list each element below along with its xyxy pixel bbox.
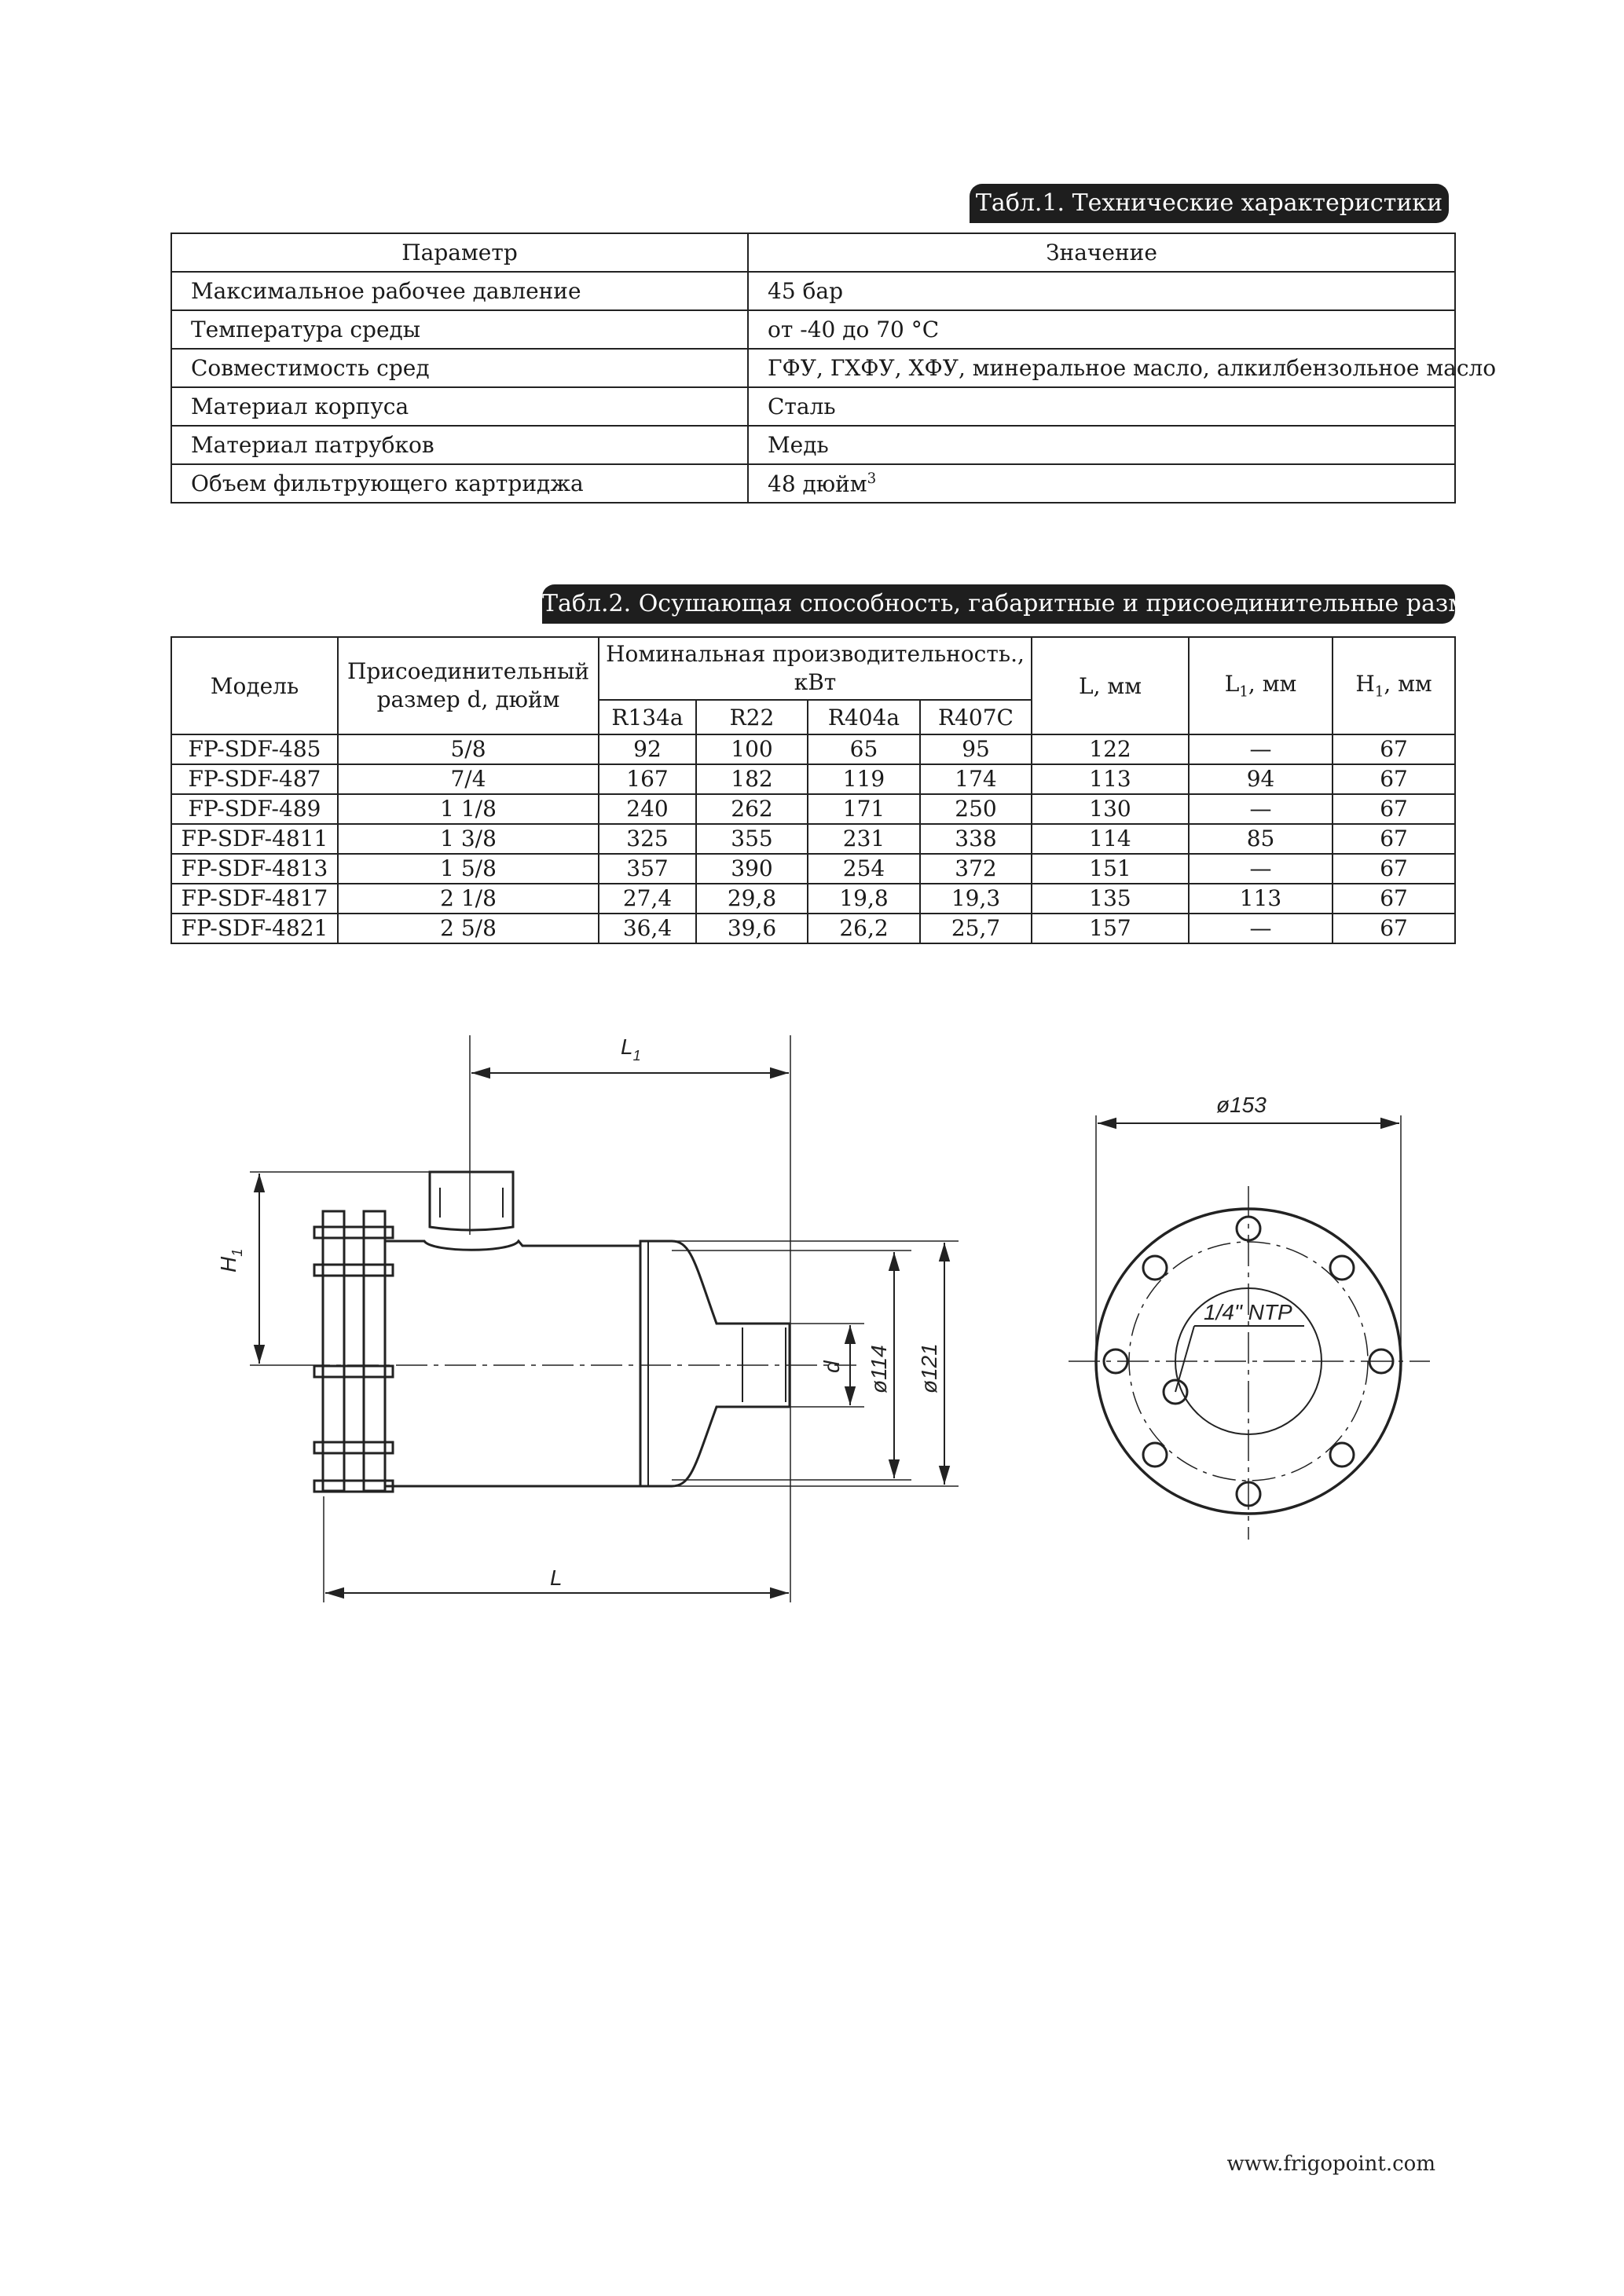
table-row	[171, 794, 1455, 824]
header-length1-main: L	[1224, 671, 1240, 698]
label-d: d	[819, 1360, 844, 1373]
model-cell: FP-SDF-487	[171, 764, 338, 794]
r134a-cell: 36,4	[599, 914, 696, 943]
filter-end-cap	[640, 1241, 790, 1486]
header-length1-unit: , мм	[1248, 671, 1297, 698]
label-ntp: 1/4" NTP	[1204, 1300, 1292, 1324]
header-performance	[599, 637, 1032, 700]
header-length: L, мм	[1032, 637, 1189, 734]
value-cell: 45 бар	[748, 272, 1455, 310]
r407c-cell: 19,3	[920, 884, 1032, 914]
r134a-cell: 27,4	[599, 884, 696, 914]
r404a-cell: 231	[808, 824, 920, 854]
table-header-row	[171, 233, 1455, 272]
r22-cell: 100	[696, 734, 808, 764]
r404a-cell: 254	[808, 854, 920, 884]
param-cell: Температура среды	[171, 310, 748, 349]
r407c-cell: 25,7	[920, 914, 1032, 943]
param-cell: Материал корпуса	[171, 387, 748, 426]
value-cell: ГФУ, ГХФУ, ХФУ, минеральное масло, алкилбензольное масло	[748, 349, 1455, 387]
r22-cell: 262	[696, 794, 808, 824]
label-l1: $L_1$	[621, 1034, 641, 1064]
r22-cell: 29,8	[696, 884, 808, 914]
r407c-cell: 95	[920, 734, 1032, 764]
connection-cell: 1 5/8	[338, 854, 599, 884]
length1-cell: 94	[1189, 764, 1333, 794]
height1-cell: 67	[1333, 884, 1455, 914]
r134a-cell: 92	[599, 734, 696, 764]
r404a-cell: 171	[808, 794, 920, 824]
flange-plate	[323, 1211, 344, 1491]
connection-cell: 1 3/8	[338, 824, 599, 854]
height1-cell: 67	[1333, 794, 1455, 824]
height1-cell: 67	[1333, 764, 1455, 794]
connection-cell: 2 1/8	[338, 884, 599, 914]
table-row	[171, 854, 1455, 884]
table-row	[171, 764, 1455, 794]
r134a-cell: 167	[599, 764, 696, 794]
value-cell: от -40 до 70 °C	[748, 310, 1455, 349]
value-text: 48 дюйм	[768, 471, 867, 497]
length-cell: 114	[1032, 824, 1189, 854]
header-length1	[1189, 637, 1333, 734]
header-height1	[1333, 637, 1455, 734]
table-row	[171, 272, 1455, 310]
model-cell: FP-SDF-485	[171, 734, 338, 764]
label-d114: ø114	[867, 1345, 891, 1393]
header-parameter: Параметр	[171, 233, 748, 272]
connection-cell: 7/4	[338, 764, 599, 794]
value-superscript: 3	[867, 470, 877, 487]
flange-plate	[364, 1211, 385, 1491]
r407c-cell: 338	[920, 824, 1032, 854]
length-cell: 122	[1032, 734, 1189, 764]
table-row	[171, 914, 1455, 943]
model-cell: FP-SDF-4821	[171, 914, 338, 943]
filter-body	[385, 1241, 640, 1486]
length-cell: 113	[1032, 764, 1189, 794]
header-value: Значение	[748, 233, 1455, 272]
connection-cell: 5/8	[338, 734, 599, 764]
height1-cell: 67	[1333, 734, 1455, 764]
flange-bolts	[314, 1227, 393, 1492]
table-row	[171, 387, 1455, 426]
param-cell: Материал патрубков	[171, 426, 748, 464]
length-cell: 157	[1032, 914, 1189, 943]
header-r404a: R404a	[808, 700, 920, 734]
value-cell: Сталь	[748, 387, 1455, 426]
r22-cell: 390	[696, 854, 808, 884]
table-row	[171, 426, 1455, 464]
label-d121: ø121	[917, 1343, 941, 1393]
header-height1-unit: , мм	[1384, 671, 1432, 698]
label-h1: $H_1$	[216, 1248, 245, 1273]
header-performance-line1: Номинальная производительность.,	[606, 641, 1025, 667]
r134a-cell: 357	[599, 854, 696, 884]
table2-caption: Табл.2. Осушающая способность, габаритные и присоединительные размеры	[542, 584, 1455, 624]
r407c-cell: 250	[920, 794, 1032, 824]
r404a-cell: 19,8	[808, 884, 920, 914]
connection-cell: 2 5/8	[338, 914, 599, 943]
header-connection	[338, 637, 599, 734]
height1-cell: 67	[1333, 824, 1455, 854]
r134a-cell: 325	[599, 824, 696, 854]
length-cell: 135	[1032, 884, 1189, 914]
table1-caption: Табл.1. Технические характеристики	[970, 184, 1449, 223]
r404a-cell: 119	[808, 764, 920, 794]
length1-cell: 113	[1189, 884, 1333, 914]
r404a-cell: 65	[808, 734, 920, 764]
header-height1-main: H	[1355, 671, 1375, 698]
model-cell: FP-SDF-489	[171, 794, 338, 824]
label-l: L	[550, 1565, 563, 1590]
specs-table	[170, 233, 1497, 504]
r22-cell: 182	[696, 764, 808, 794]
height1-cell: 67	[1333, 854, 1455, 884]
table-row	[171, 884, 1455, 914]
header-performance-line2: кВт	[794, 669, 837, 695]
value-cell	[748, 464, 1455, 503]
header-connection-line1: Присоединительный	[346, 658, 590, 684]
length1-cell: —	[1189, 914, 1333, 943]
r134a-cell: 240	[599, 794, 696, 824]
r407c-cell: 174	[920, 764, 1032, 794]
length1-cell: —	[1189, 794, 1333, 824]
height1-cell: 67	[1333, 914, 1455, 943]
models-table-body	[171, 734, 1455, 943]
header-r407c: R407C	[920, 700, 1032, 734]
header-r22: R22	[696, 700, 808, 734]
model-cell: FP-SDF-4813	[171, 854, 338, 884]
table-row	[171, 464, 1455, 503]
length1-cell: 85	[1189, 824, 1333, 854]
header-model: Модель	[171, 637, 338, 734]
label-d153: ø153	[1216, 1093, 1267, 1117]
footer-url: www.frigopoint.com	[1226, 2152, 1435, 2176]
table-header-row	[171, 637, 1455, 700]
filter-drawing	[0, 1005, 1624, 1634]
header-length1-sub: 1	[1239, 683, 1248, 701]
table-row	[171, 310, 1455, 349]
length-cell: 151	[1032, 854, 1189, 884]
r404a-cell: 26,2	[808, 914, 920, 943]
r407c-cell: 372	[920, 854, 1032, 884]
r22-cell: 355	[696, 824, 808, 854]
upper-port	[430, 1172, 513, 1230]
length1-cell: —	[1189, 854, 1333, 884]
model-cell: FP-SDF-4817	[171, 884, 338, 914]
value-cell: Медь	[748, 426, 1455, 464]
header-height1-sub: 1	[1374, 683, 1384, 701]
table-row	[171, 734, 1455, 764]
model-cell: FP-SDF-4811	[171, 824, 338, 854]
param-cell: Максимальное рабочее давление	[171, 272, 748, 310]
header-connection-line2: размер d, дюйм	[376, 687, 560, 712]
table-row	[171, 824, 1455, 854]
param-cell: Объем фильтрующего картриджа	[171, 464, 748, 503]
connection-cell: 1 1/8	[338, 794, 599, 824]
header-r134a: R134a	[599, 700, 696, 734]
r22-cell: 39,6	[696, 914, 808, 943]
table-row	[171, 349, 1455, 387]
param-cell: Совместимость сред	[171, 349, 748, 387]
models-table	[170, 636, 1456, 944]
length1-cell: —	[1189, 734, 1333, 764]
length-cell: 130	[1032, 794, 1189, 824]
